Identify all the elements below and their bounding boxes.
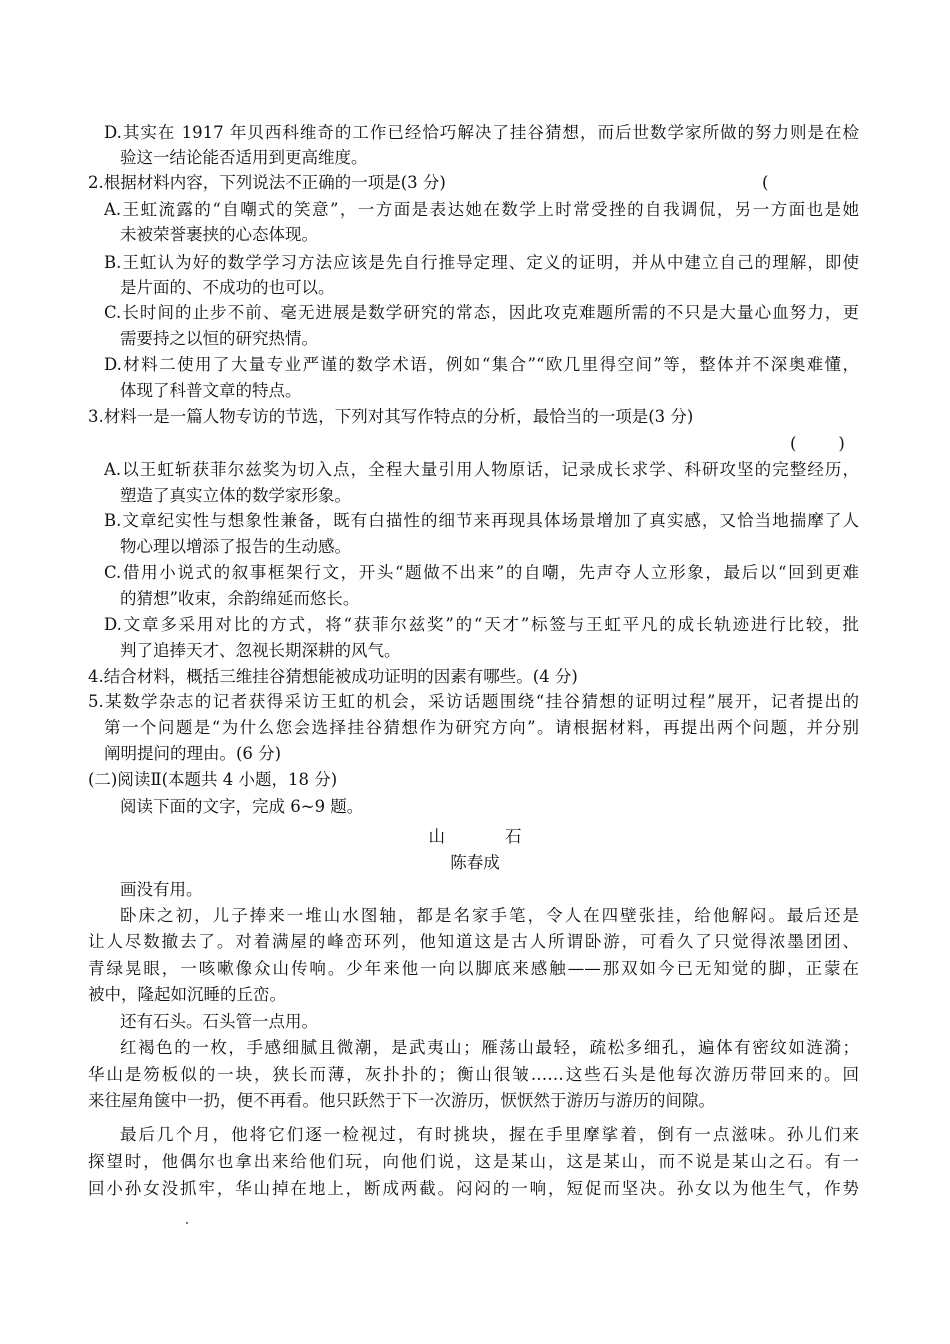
story-title-char2: 石	[505, 827, 522, 846]
q5-line3: 阐明提问的理由。(6 分)	[104, 744, 282, 763]
q3-answer-paren: ( )	[790, 434, 845, 453]
q4-stem: 4.结合材料，概括三维挂谷猜想能被成功证明的因素有哪些。(4 分)	[88, 667, 578, 686]
story-paragraph-2-line2: 让人尽数撤去了。对着满屋的峰峦环列，他知道这是古人所谓卧游，可看久了只觉得浓墨团团、	[88, 932, 859, 951]
q1-option-d-line1: D.其实在 1917 年贝西科维奇的工作已经恰巧解决了挂谷猜想，而后世数学家所做的努力则是在检	[104, 123, 859, 142]
q2-option-b-line2: 是片面的、不成功的也可以。	[120, 278, 335, 297]
q5-line2: 第一个问题是“为什么您会选择挂谷猜想作为研究方向”。请根据材料，再提出两个问题，并分别	[104, 718, 859, 737]
q3-option-d-line1: D.文章多采用对比的方式，将“获菲尔兹奖”的“天才”标签与王虹平凡的成长轨迹进行比较，批	[104, 615, 859, 634]
q2-option-a-line1: A.王虹流露的“自嘲式的笑意”，一方面是表达她在数学上时常受挫的自我调侃，另一方面也是她	[104, 200, 859, 219]
story-title	[0, 826, 950, 848]
story-paragraph-5-line2: 探望时，他偶尔也拿出来给他们玩，向他们说，这是某山，这是某山，而不说是某山之石。有一	[88, 1152, 859, 1171]
q3-option-c-line2: 的猜想”收束，余韵绵延而悠长。	[120, 589, 360, 608]
story-paragraph-4-line1: 红褐色的一枚，手感细腻且微潮，是武夷山；雁荡山最轻，疏松多细孔，遍体有密纹如涟漪；	[120, 1038, 859, 1057]
section-instruction: 阅读下面的文字，完成 6~9 题。	[120, 797, 364, 816]
story-paragraph-2-line4: 被中，隆起如沉睡的丘峦。	[88, 985, 286, 1004]
q2-option-c-line1: C.长时间的止步不前、毫无进展是数学研究的常态，因此攻克难题所需的不只是大量心血努力，更	[104, 303, 859, 322]
q3-stem: 3.材料一是一篇人物专访的节选，下列对其写作特点的分析，最恰当的一项是(3 分)	[88, 407, 694, 426]
q2-option-b-line1: B.王虹认为好的数学学习方法应该是先自行推导定理、定义的证明，并从中建立自己的理解，即使	[104, 253, 859, 272]
story-paragraph-4-line3: 来往屋角箧中一扔，便不再看。他只跃然于下一次游历，恹恹然于游历与游历的间隙。	[88, 1091, 715, 1110]
q3-option-c-line1: C.借用小说式的叙事框架行文，开头“题做不出来”的自嘲，先声夺人立形象，最后以“回到更难	[104, 563, 859, 582]
q2-option-d-line1: D.材料二使用了大量专业严谨的数学术语，例如“集合”“欧几里得空间”等，整体并不深奥难懂，	[104, 355, 859, 374]
story-paragraph-2-line3: 青绿晃眼，一咳嗽像众山传响。少年来他一向以脚底来感触——那双如今已无知觉的脚，正蒙在	[88, 959, 859, 978]
q3-option-b-line1: B.文章纪实性与想象性兼备，既有白描性的细节来再现具体场景增加了真实感，又恰当地揣摩了人	[104, 511, 859, 530]
q1-option-d-line2: 验这一结论能否适用到更高维度。	[120, 148, 368, 167]
section-heading: (二)阅读Ⅱ(本题共 4 小题，18 分)	[88, 770, 338, 789]
story-paragraph-1: 画没有用。	[120, 880, 203, 899]
story-title-char1: 山	[428, 827, 445, 846]
q3-option-b-line2: 物心理以增添了报告的生动感。	[120, 537, 351, 556]
q5-line1: 5.某数学杂志的记者获得采访王虹的机会，采访话题围绕“挂谷猜想的证明过程”展开，记者提出的	[88, 692, 859, 711]
q2-answer-paren: (	[762, 173, 769, 192]
story-paragraph-2-line1: 卧床之初，儿子捧来一堆山水图轴，都是名家手笔，令人在四壁张挂，给他解闷。最后还是	[120, 906, 859, 925]
q3-option-a-line1: A.以王虹斩获菲尔兹奖为切入点，全程大量引用人物原话，记录成长求学、科研攻坚的完整经历，	[104, 460, 859, 479]
q2-option-c-line2: 需要持之以恒的研究热情。	[120, 329, 318, 348]
story-paragraph-4-line2: 华山是笏板似的一块，狭长而薄，灰扑扑的；衡山很皱……这些石头是他每次游历带回来的。回	[88, 1065, 859, 1084]
story-paragraph-3: 还有石头。石头管一点用。	[120, 1012, 318, 1031]
q2-option-d-line2: 体现了科普文章的特点。	[120, 381, 302, 400]
page-dot	[186, 1222, 188, 1224]
q3-option-d-line2: 判了追捧天才、忽视长期深耕的风气。	[120, 641, 401, 660]
story-paragraph-5-line1: 最后几个月，他将它们逐一检视过，有时挑块，握在手里摩挲着，倒有一点滋味。孙儿们来	[120, 1125, 859, 1144]
q2-option-a-line2: 未被荣誉裹挟的心态体现。	[120, 225, 318, 244]
story-paragraph-5-line3: 回小孙女没抓牢，华山掉在地上，断成两截。闷闷的一响，短促而坚决。孙女以为他生气，作势	[88, 1179, 859, 1198]
story-author: 陈春成	[450, 853, 500, 872]
q2-stem: 2.根据材料内容，下列说法不正确的一项是(3 分)	[88, 173, 446, 192]
q3-option-a-line2: 塑造了真实立体的数学家形象。	[120, 486, 351, 505]
